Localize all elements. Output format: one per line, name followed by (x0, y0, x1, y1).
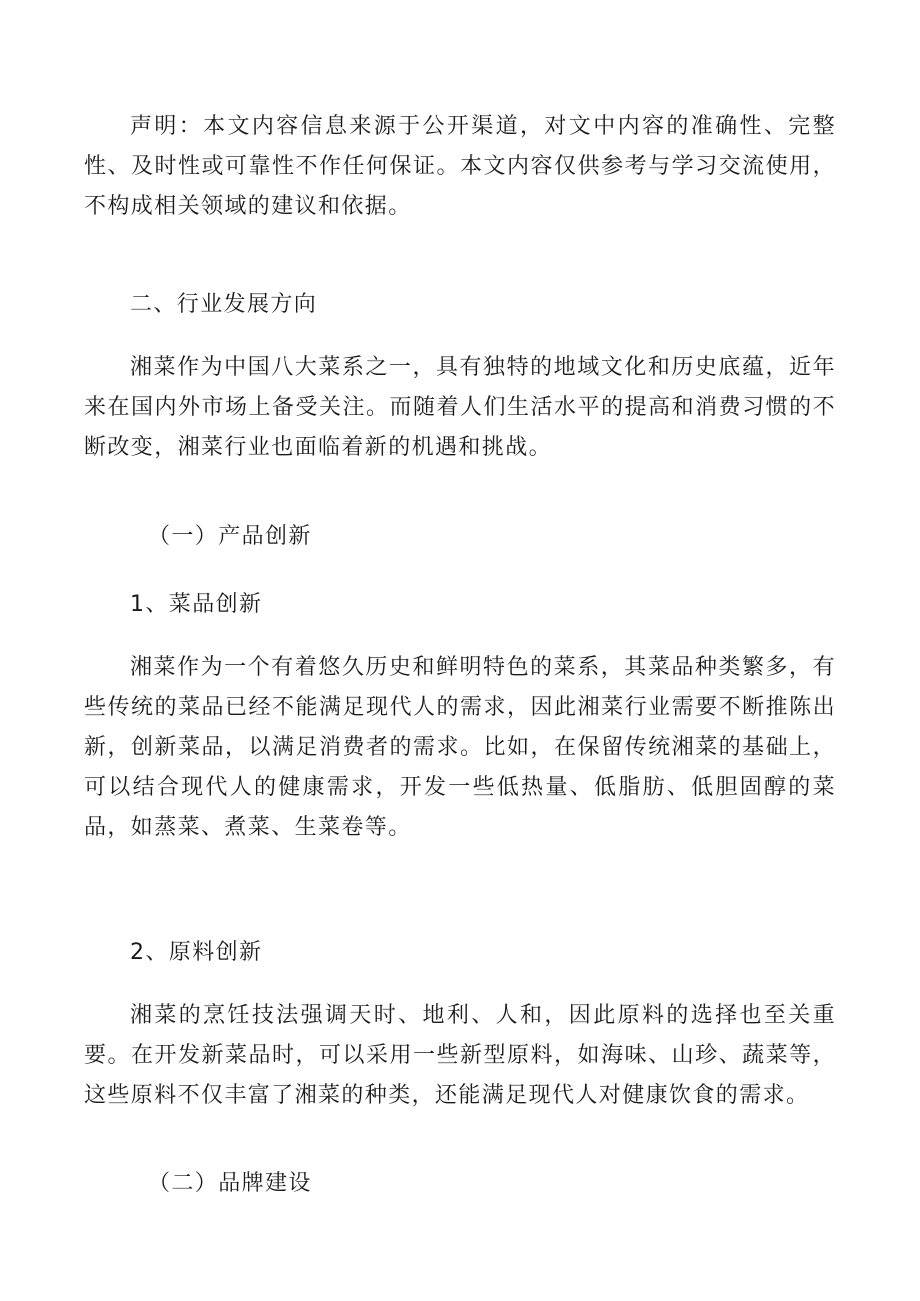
section-title: 二、行业发展方向 (130, 292, 318, 317)
disclaimer-paragraph: 声明：本文内容信息来源于公开渠道，对文中内容的准确性、完整性、及时性或可靠性不作任何保证。本文内容仅供参考与学习交流使用，不构成相关领域的建议和依据。 (84, 114, 836, 219)
item-title-dish-innovation: 1、菜品创新 (130, 592, 263, 617)
intro-paragraph: 湘菜作为中国八大菜系之一，具有独特的地域文化和历史底蕴，近年来在国内外市场上备受关注。而随着人们生活水平的提高和消费习惯的不断改变，湘菜行业也面临着新的机遇和挑战。 (84, 355, 836, 460)
subsection-title-brand-building: （二）品牌建设 (148, 1171, 312, 1196)
subsection-title-product-innovation: （一）产品创新 (148, 524, 312, 549)
dish-innovation-paragraph: 湘菜作为一个有着悠久历史和鲜明特色的菜系，其菜品种类繁多，有些传统的菜品已经不能满足现代人的需求，因此湘菜行业需要不断推陈出新，创新菜品，以满足消费者的需求。比如，在保留传统湘菜的基础上，可以结合现代人的健康需求，开发一些低热量、低脂肪、低胆固醇的菜品，如蒸菜、煮菜、生菜卷等。 (84, 655, 836, 840)
ingredient-innovation-paragraph: 湘菜的烹饪技法强调天时、地利、人和，因此原料的选择也至关重要。在开发新菜品时，可以采用一些新型原料，如海味、山珍、蔬菜等，这些原料不仅丰富了湘菜的种类，还能满足现代人对健康饮食的需求。 (84, 1003, 836, 1108)
item-title-ingredient-innovation: 2、原料创新 (130, 940, 263, 965)
